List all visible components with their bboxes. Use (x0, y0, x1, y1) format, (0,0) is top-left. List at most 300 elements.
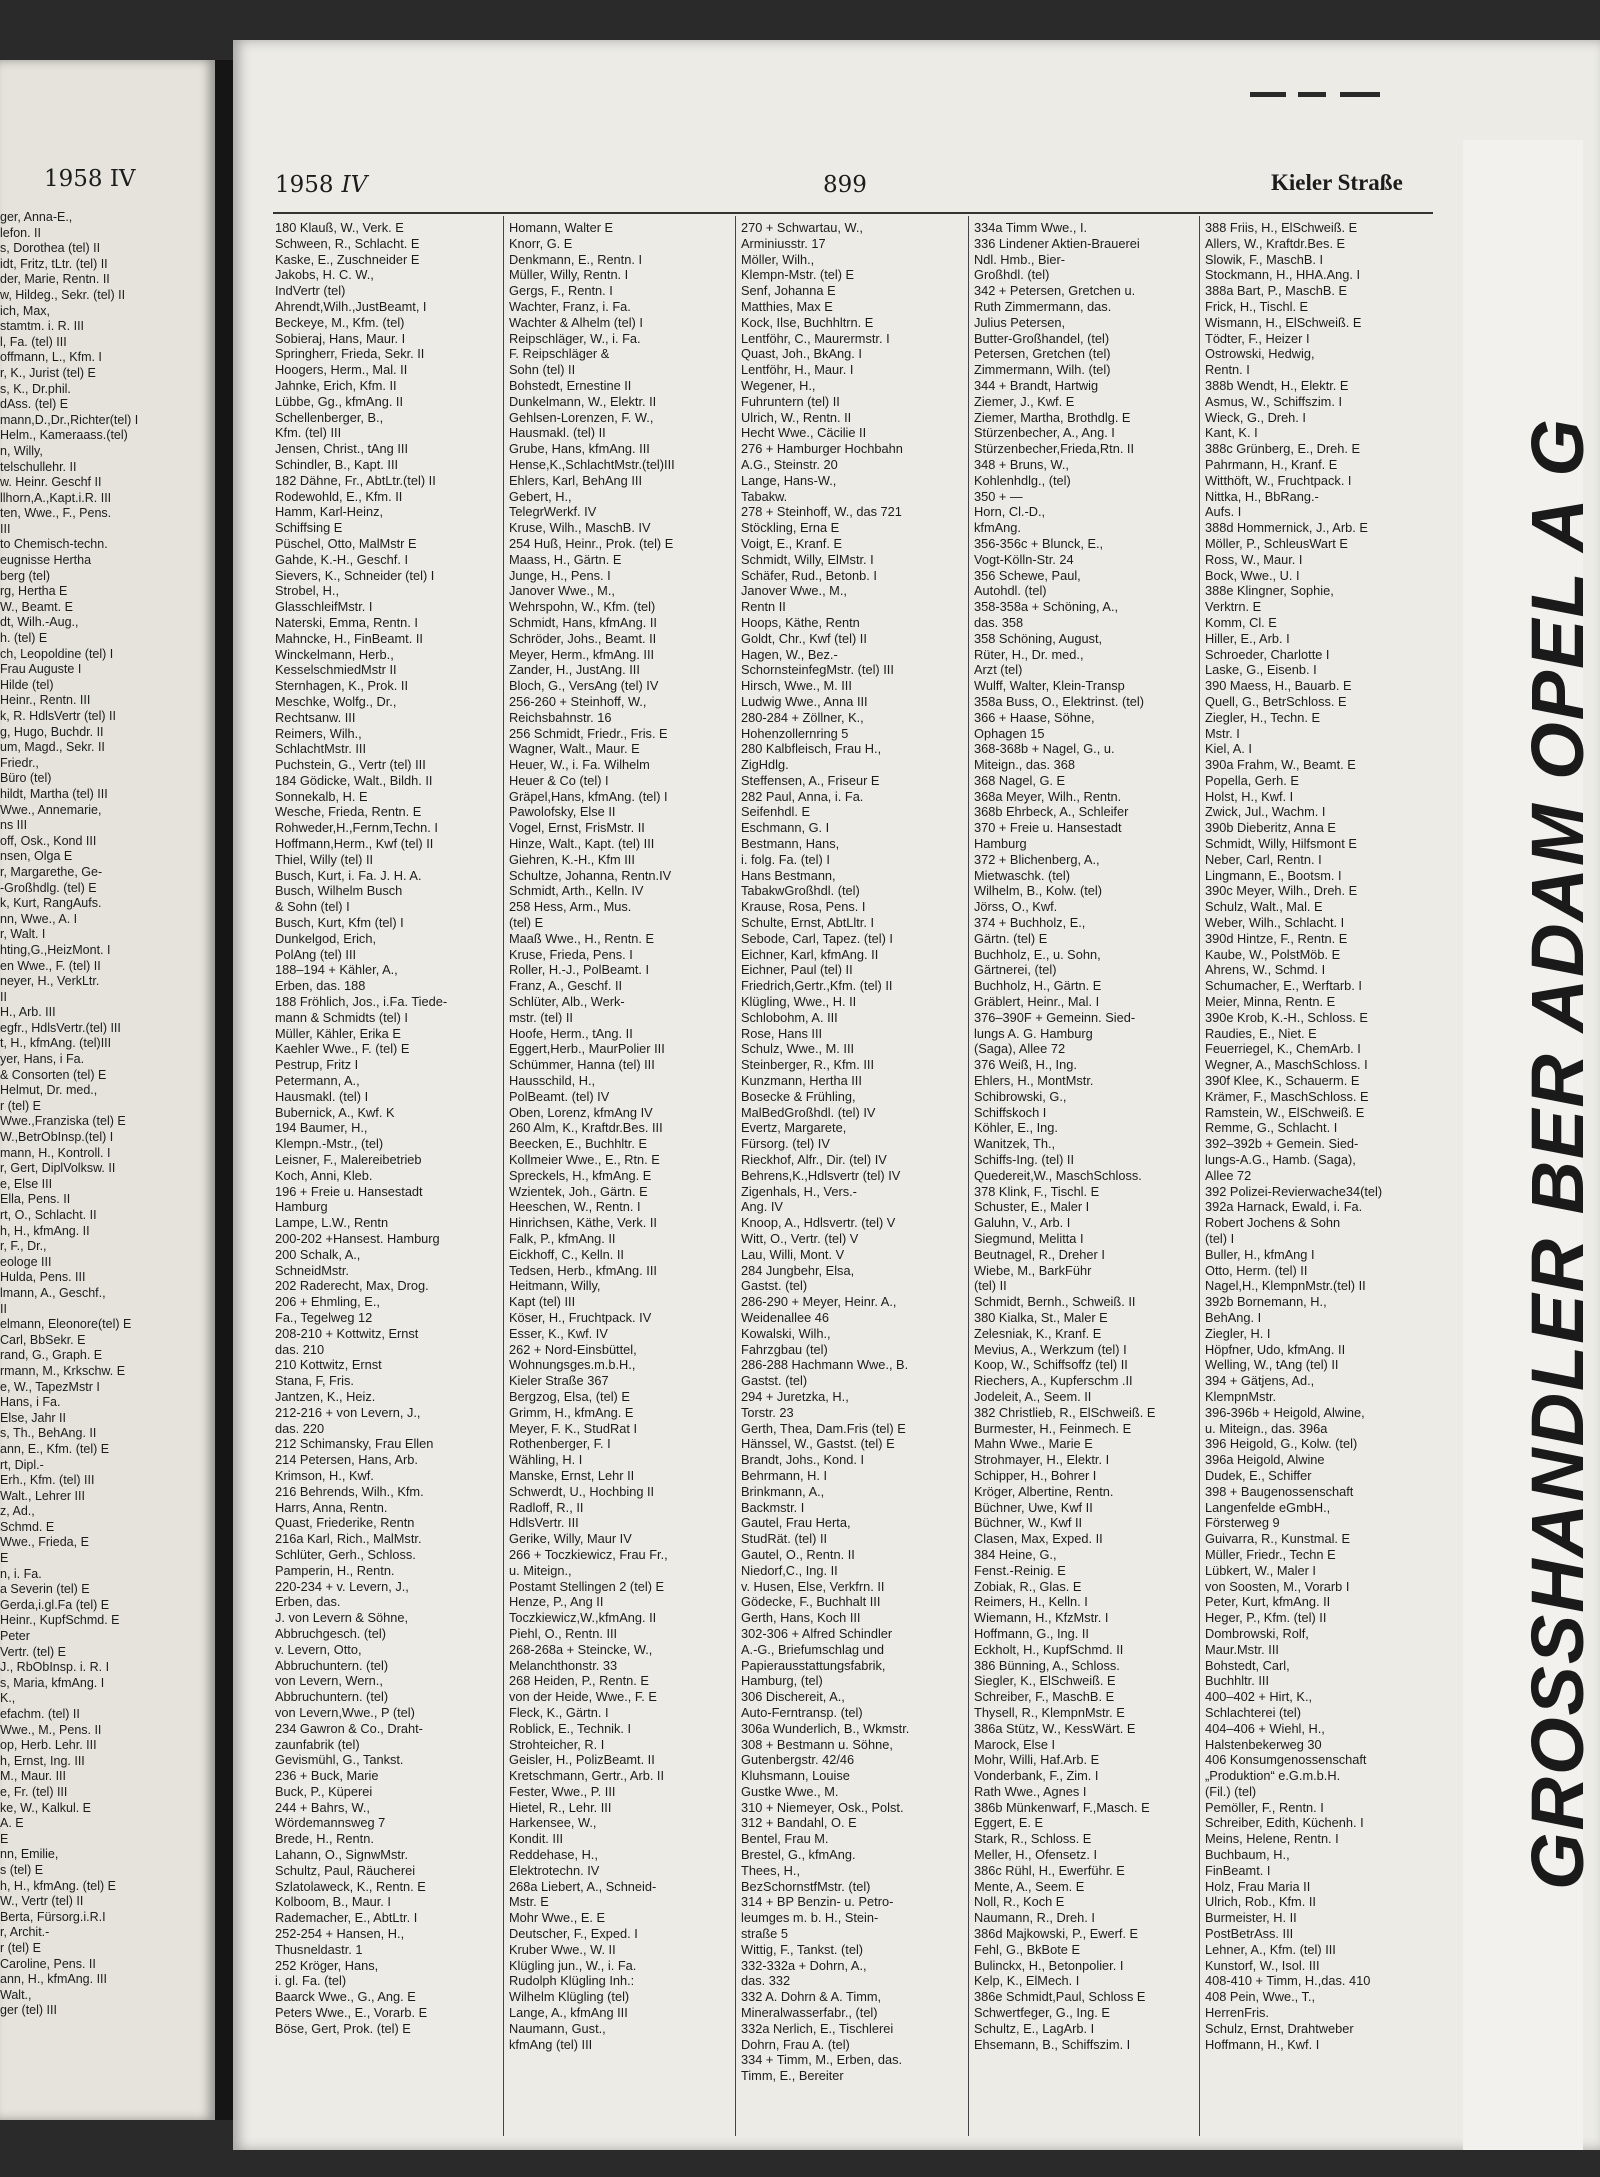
directory-entry: Gevismühl, G., Tankst. (275, 1752, 404, 1768)
directory-entry: 212-216 + von Levern, J., (275, 1404, 421, 1420)
directory-entry: Torstr. 23 (741, 1404, 794, 1420)
directory-entry: Denkmann, E., Rentn. I (509, 251, 643, 267)
header-rule (273, 212, 1433, 214)
directory-entry: Lübbe, Gg., kfmAng. II (275, 393, 404, 409)
directory-entry: Hamburg (275, 1199, 328, 1215)
directory-entry: Hoofe, Herm., tAng. II (509, 1025, 633, 1041)
directory-entry: Giehren, K.-H., Kfm III (509, 851, 635, 867)
directory-entry: Franz, A., Geschf. II (509, 978, 623, 994)
entry-column-4 (974, 220, 1196, 2052)
directory-entry: Schindler, B., Kapt. III (275, 456, 399, 472)
directory-entry: Wilhelm Klügling (tel) (509, 1989, 630, 2005)
left-page-entry: k, R. HdlsVertr (tel) II (0, 709, 116, 723)
directory-entry: 404–406 + Wiehl, H., (1205, 1720, 1325, 1736)
left-page-entry: Schmd. E (0, 1519, 55, 1534)
directory-entry: Ramstein, W., ElSchweiß. E (1205, 1104, 1365, 1120)
directory-entry: Schmidt, Bernh., Schweiß. II (974, 1294, 1136, 1310)
directory-entry: 332 A. Dohrn & A. Timm, (741, 1989, 882, 2005)
directory-entry: Tabakw. (741, 488, 788, 504)
directory-entry: von Levern, Wern., (275, 1673, 383, 1689)
directory-entry: Ulrich, W., Rentn. II (741, 409, 852, 425)
left-page-entry: l, Fa. (tel) III (0, 334, 67, 349)
left-page-entry: W., Vertr (tel) II (0, 1894, 84, 1909)
directory-entry: Schuster, E., Maler I (974, 1199, 1090, 1215)
directory-entry: Brestel, G., kfmAng. (741, 1847, 856, 1863)
directory-entry: Kant, K. I (1205, 425, 1258, 441)
directory-entry: Bohstedt, Carl, (1205, 1657, 1290, 1673)
directory-entry: Raudies, E., Niet. E (1205, 1025, 1317, 1041)
directory-entry: Kaske, E., Zuschneider E (275, 251, 420, 267)
left-page-entry: nn, Wwe., A. I (0, 911, 78, 926)
directory-entry: 196 + Freie u. Hansestadt (275, 1183, 423, 1199)
left-page-entry: h, H., kfmAng. II (0, 1223, 90, 1238)
left-page-entry: W.,BetrObInsp.(tel) I (0, 1130, 114, 1145)
directory-entry: Meier, Minna, Rentn. E (1205, 994, 1336, 1010)
directory-entry: 294 + Juretzka, H., (741, 1388, 849, 1404)
directory-entry: Weidenallee 46 (741, 1309, 829, 1325)
directory-entry: Hagen, W., Bez.- (741, 646, 838, 662)
directory-entry: Rieckhof, Alfr., Dir. (tel) IV (741, 1152, 887, 1168)
directory-entry: Reddehase, H., (509, 1847, 598, 1863)
directory-entry: 358 Schöning, August, (974, 630, 1103, 646)
directory-entry: Sobieraj, Hans, Maur. I (275, 330, 406, 346)
directory-entry: Hausschild, H., (509, 1073, 596, 1089)
directory-entry: 266 + Toczkiewicz, Frau Fr., (509, 1546, 668, 1562)
left-page-entry: E (0, 1831, 9, 1846)
directory-entry: 314 + BP Benzin- u. Petro- (741, 1894, 894, 1910)
directory-entry: 260 Alm, K., Kraftdr.Bes. III (509, 1120, 663, 1136)
left-page-entry: s, K., Dr.phil. (0, 381, 71, 396)
directory-entry: Erben, das. (275, 1594, 341, 1610)
directory-entry: Büchner, Uwe, Kwf II (974, 1499, 1093, 1515)
directory-entry: 344 + Brandt, Hartwig (974, 377, 1099, 393)
directory-entry: 216a Karl, Rich., MalMstr. (275, 1531, 422, 1547)
directory-entry: Burmeister, H. II (1205, 1910, 1297, 1926)
directory-entry: 256-260 + Steinhoff, W., (509, 693, 647, 709)
left-page-entry: dt, Wilh.-Aug., (0, 615, 79, 630)
directory-entry: SchneidMstr. (275, 1262, 349, 1278)
directory-entry: Gärtn. (tel) E (974, 930, 1048, 946)
directory-entry: Stark, R., Schloss. E (974, 1831, 1092, 1847)
directory-entry: Holz, Frau Maria II (1205, 1878, 1311, 1894)
directory-entry: Eschmann, G. I (741, 820, 830, 836)
directory-entry: Witt, O., Vertr. (tel) V (741, 1231, 859, 1246)
directory-entry: Hamburg (974, 836, 1027, 852)
directory-entry: Köser, H., Fruchtpack. IV (509, 1309, 652, 1325)
left-page-entry: k, Kurt, RangAufs. (0, 896, 102, 911)
directory-entry: 398 + Baugenossenschaft (1205, 1483, 1354, 1499)
directory-entry: Reimers, Wilh., (275, 725, 362, 741)
directory-entry: 380 Kialka, St., Maler E (974, 1309, 1108, 1325)
directory-entry: von Soosten, M., Vorarb I (1205, 1578, 1350, 1594)
directory-entry: (tel) II (974, 1278, 1007, 1294)
directory-entry: 386c Rühl, H., Ewerführ. E (974, 1862, 1125, 1878)
directory-entry: Remme, G., Schlacht. I (1205, 1120, 1338, 1136)
directory-entry: Langenfelde eGmbH., (1205, 1499, 1331, 1515)
directory-entry: Schiffsing E (275, 520, 343, 536)
left-page-entry: H., Arb. III (0, 1005, 56, 1020)
directory-entry: 378 Klink, F., Tischl. E (974, 1183, 1100, 1199)
left-page-entry: rt, O., Schlacht. II (0, 1208, 97, 1222)
left-page-entry: neyer, H., VerkLtr. (0, 974, 100, 989)
left-page-entry: Büro (tel) (0, 771, 52, 786)
directory-entry: Buller, H., kfmAng I (1205, 1246, 1315, 1262)
directory-entry: Eickhoff, C., Kelln. II (509, 1246, 624, 1262)
year: 1958 (275, 172, 334, 198)
directory-entry: Schroeder, Charlotte I (1205, 646, 1330, 662)
directory-entry: 332-332a + Dohrn, A., (741, 1957, 867, 1973)
directory-entry: Gergs, F., Rentn. I (509, 283, 613, 299)
left-page-entry: a Severin (tel) E (0, 1582, 90, 1597)
directory-entry: 382 Christlieb, R., ElSchweiß. E (974, 1404, 1156, 1420)
directory-entry: Kolboom, B., Maur. I (275, 1894, 391, 1910)
directory-entry: Meyer, Herm., kfmAng. III (509, 646, 655, 662)
directory-entry: Naterski, Emma, Rentn. I (275, 614, 418, 630)
directory-entry: Rath Wwe., Agnes I (974, 1783, 1087, 1799)
directory-entry: Hecht Wwe., Cäcilie II (741, 425, 867, 441)
directory-entry: Wilhelm, B., Kolw. (tel) (974, 883, 1102, 899)
left-page-entry: n, i. Fa. (0, 1566, 42, 1581)
directory-entry: Wegener, H., (741, 377, 816, 393)
directory-entry: Wiebe, M., BarkFühr (974, 1262, 1092, 1278)
directory-entry: 214 Petersen, Hans, Arb. (275, 1452, 418, 1468)
directory-entry: Buchholz, E., u. Sohn, (974, 946, 1101, 962)
directory-entry: Heuer & Co (tel) I (509, 772, 609, 788)
directory-entry: Falk, P., kfmAng. II (509, 1231, 616, 1246)
directory-entry: Müller, Friedr., Techn E (1205, 1546, 1336, 1562)
directory-entry: Gärtnerei, (tel) (974, 962, 1057, 978)
directory-entry: Lampe, L.W., Rentn (275, 1215, 389, 1231)
left-page-entry: w, Hildeg., Sekr. (tel) II (0, 287, 126, 302)
directory-entry: 280 Kalbfleisch, Frau H., (741, 741, 882, 757)
directory-entry: 386d Majkowski, P., Ewerf. E (974, 1926, 1139, 1942)
directory-entry: Papierausstattungsfabrik, (741, 1657, 886, 1673)
column-divider (1199, 216, 1200, 2136)
directory-entry: Kfm. (tel) III (275, 425, 342, 441)
directory-entry: Maass, H., Gärtn. E (509, 551, 622, 567)
directory-entry: 384 Heine, G., (974, 1546, 1057, 1562)
directory-entry: Maur.Mstr. III (1205, 1641, 1279, 1657)
directory-entry: Pahrmann, H., Kranf. E (1205, 456, 1338, 472)
left-page-entry: Frau Auguste I (0, 662, 82, 677)
directory-entry: Szlatolaweck, K., Rentn. E (275, 1878, 426, 1894)
directory-entry: Zelesniak, K., Kranf. E (974, 1325, 1102, 1341)
directory-entry: Oben, Lorenz, kfmAng IV (509, 1104, 653, 1120)
directory-entry: 348 + Bruns, W., (974, 456, 1069, 472)
left-page-entry: hildt, Martha (tel) III (0, 786, 108, 801)
directory-entry: 262 + Nord-Einsbüttel, (509, 1341, 637, 1357)
directory-entry: Hamburg, (tel) (741, 1673, 823, 1689)
directory-entry: Pemöller, F., Rentn. I (1205, 1799, 1324, 1815)
directory-entry: Beutnagel, R., Dreher I (974, 1246, 1105, 1262)
directory-entry: von Levern,Wwe., P (tel) (275, 1704, 415, 1720)
left-page-entry: elmann, Eleonore(tel) E (0, 1317, 132, 1332)
directory-entry: 180 Klauß, W., Verk. E (275, 220, 404, 235)
directory-entry: Schultze, Johanna, Rentn.IV (509, 867, 672, 883)
ad-dash (1298, 92, 1326, 97)
directory-entry: Schulz, Walt., Mal. E (1205, 899, 1323, 915)
directory-entry: Krimson, H., Kwf. (275, 1467, 374, 1483)
directory-entry: Beecken, E., Buchhltr. E (509, 1136, 647, 1152)
directory-entry: Schümmer, Hanna (tel) III (509, 1057, 655, 1073)
directory-entry: Schumacher, E., Werftarb. I (1205, 978, 1362, 994)
directory-entry: Böse, Gert, Prok. (tel) E (275, 2020, 411, 2036)
directory-entry: Gerth, Thea, Dam.Fris (tel) E (741, 1420, 906, 1436)
directory-entry: Buchholz, H., Gärtn. E (974, 978, 1102, 994)
directory-entry: 270 + Schwartau, W., (741, 220, 863, 235)
directory-entry: Ehsemann, B., Schiffszim. I (974, 2036, 1131, 2052)
directory-entry: Thusneldastr. 1 (275, 1941, 363, 1957)
directory-entry: Schäfer, Rud., Betonb. I (741, 567, 877, 583)
directory-entry: Bohstedt, Ernestine II (509, 377, 632, 393)
directory-entry: SchornsteinfegMstr. (tel) III (741, 662, 894, 678)
left-page-entries (0, 210, 215, 2019)
left-page-entry: rmann, M., Krkschw. E (0, 1363, 126, 1378)
left-page-entry: g, Hugo, Buchdr. II (0, 724, 104, 739)
directory-entry: Hoogers, Herm., Mal. II (275, 362, 408, 378)
directory-entry: Rentn. I (1205, 362, 1250, 378)
left-page-entry: s, Th., BehAng. II (0, 1426, 97, 1441)
left-page-entry: Erh., Kfm. (tel) III (0, 1473, 95, 1488)
directory-entry: Müller, Willy, Rentn. I (509, 267, 629, 283)
directory-entry: Winckelmann, Herb., (275, 646, 394, 662)
directory-entry: Mahn Wwe., Marie E (974, 1436, 1093, 1452)
left-page-entry: op, Herb. Lehr. III (0, 1738, 97, 1753)
left-page-entry: e, Fr. (tel) III (0, 1784, 68, 1799)
directory-entry: Jensen, Christ., tAng III (275, 441, 409, 457)
directory-entry: Asmus, W., Schiffszim. I (1205, 393, 1342, 409)
directory-entry: Lahann, O., SignwMstr. (275, 1847, 409, 1863)
directory-entry: Wegner, A., MaschSchloss. I (1205, 1057, 1368, 1073)
directory-entry: Ostrowski, Hedwig, (1205, 346, 1315, 362)
directory-entry: Fester, Wwe., P. III (509, 1783, 616, 1799)
directory-entry: 236 + Buck, Marie (275, 1768, 379, 1784)
directory-entry: 390d Hintze, F., Rentn. E (1205, 930, 1348, 946)
directory-entry: 200 Schalk, A., (275, 1246, 361, 1262)
directory-entry: 388a Bart, P., MaschB. E (1205, 283, 1348, 299)
directory-entry: Kaehler Wwe., F. (tel) E (275, 1041, 410, 1057)
directory-entry: 386a Stütz, W., KessWärt. E (974, 1720, 1136, 1736)
directory-entry: Jahnke, Erich, Kfm. II (275, 377, 397, 393)
directory-entry: Fleck, K., Gärtn. I (509, 1704, 609, 1720)
left-page-entry: ke, W., Kalkul. E (0, 1800, 92, 1815)
left-page-entry: r, Gert, DiplVolksw. II (0, 1161, 116, 1176)
directory-entry: Koop, W., Schiffsoffz (tel) II (974, 1357, 1128, 1373)
directory-entry: Großhdl. (tel) (974, 267, 1050, 283)
directory-entry: HerrenFris. (1205, 2005, 1269, 2021)
left-page-entry: llhorn,A.,Kapt.i.R. III (0, 490, 112, 505)
directory-entry: Welling, W., tAng (tel) II (1205, 1357, 1339, 1373)
directory-entry: Gödecke, F., Buchhalt III (741, 1594, 881, 1610)
directory-entry: Otto, Herm. (tel) II (1205, 1262, 1308, 1278)
directory-entry: (tel) I (1205, 1231, 1235, 1246)
directory-entry: 342 + Petersen, Gretchen u. (974, 283, 1136, 299)
directory-entry: Ziegler, H. I (1205, 1325, 1271, 1341)
left-page-entry: r, F., Dr., (0, 1239, 47, 1254)
directory-entry: Möller, Wilh., (741, 251, 815, 267)
directory-entry: 374 + Buchholz, E., (974, 915, 1086, 931)
directory-entry: Piehl, O., Rentn. III (509, 1625, 618, 1641)
directory-entry: Mstr. I (1205, 725, 1240, 741)
directory-entry: 388e Klingner, Sophie, (1205, 583, 1334, 599)
left-page-entry: Heinr., KupfSchmd. E (0, 1613, 120, 1628)
directory-entry: Eggert,Herb., MaurPolier III (509, 1041, 665, 1057)
directory-entry: Kröger, Albertine, Rentn. (974, 1483, 1114, 1499)
directory-entry: Schibrowski, G., (974, 1088, 1067, 1104)
directory-entry: Seifenhdl. E (741, 804, 811, 820)
left-page-entry: A. E (0, 1816, 24, 1831)
directory-entry: Mente, A., Seem. E (974, 1878, 1085, 1894)
directory-entry: Heitmann, Willy, (509, 1278, 601, 1294)
directory-entry: 392 Polizei-Revierwache34(tel) (1205, 1183, 1383, 1199)
directory-entry: Stöckling, Erna E (741, 520, 840, 536)
left-page-entry: Hans, i Fa. (0, 1395, 61, 1410)
left-page-entry: II (0, 989, 7, 1004)
directory-entry: 396 Heigold, G., Kolw. (tel) (1205, 1436, 1358, 1452)
left-page-entry: nn, Emilie, (0, 1847, 59, 1862)
ad-dash (1250, 92, 1286, 97)
directory-entry: Bubernick, A., Kwf. K (275, 1104, 395, 1120)
directory-entry: Strohteicher, R. I (509, 1736, 605, 1752)
directory-entry: Bloch, G., VersAng (tel) IV (509, 678, 659, 694)
left-page-entry: Wwe., M., Pens. II (0, 1722, 102, 1737)
directory-entry: Holst, H., Kwf. I (1205, 788, 1294, 804)
directory-entry: lungs A. G. Hamburg (974, 1025, 1093, 1041)
directory-entry: Wehrspohn, W., Kfm. (tel) (509, 599, 656, 615)
directory-entry: 332a Nerlich, E., Tischlerei (741, 2020, 894, 2036)
directory-entry: Verktrn. E (1205, 599, 1262, 615)
directory-entry: Wördemannsweg 7 (275, 1815, 386, 1831)
directory-entry: Hoops, Käthe, Rentn (741, 614, 860, 630)
left-page-entry: to Chemisch-techn. (0, 537, 108, 552)
directory-entry: Ahrendt,Wilh.,JustBeamt, I (275, 298, 427, 314)
directory-entry: Neber, Carl, Rentn. I (1205, 851, 1322, 867)
directory-entry: „Produktion“ e.G.m.b.H. (1205, 1768, 1341, 1784)
directory-entry: Reichsbahnstr. 16 (509, 709, 612, 725)
left-page-entry: Berta, Fürsorg.i.R.I (0, 1909, 106, 1924)
left-page-entry: r, K., Jurist (tel) E (0, 365, 96, 380)
directory-entry: Grimm, H., kfmAng. E (509, 1404, 634, 1420)
directory-entry: 356-356c + Blunck, E., (974, 535, 1104, 551)
directory-entry: Buck, P., Küperei (275, 1783, 373, 1799)
directory-entry: Schiffskoch I (974, 1104, 1047, 1120)
directory-entry: Meyer, F. K., StudRat I (509, 1420, 638, 1436)
directory-entry: 390e Krob, K.-H., Schloss. E (1205, 1009, 1368, 1025)
directory-entry: Miteign., das. 368 (974, 757, 1076, 773)
directory-entry: Schultz, Paul, Räucherei (275, 1862, 416, 1878)
directory-entry: 396a Heigold, Alwine (1205, 1452, 1325, 1468)
left-page-entry: Wwe., Frieda, E (0, 1535, 89, 1550)
directory-entry: 212 Schimansky, Frau Ellen (275, 1436, 434, 1452)
directory-entry: Thiel, Willy (tel) II (275, 851, 374, 867)
directory-entry: Hietel, R., Lehr. III (509, 1799, 612, 1815)
directory-entry: Ziemer, Martha, Brothdlg. E (974, 409, 1131, 425)
directory-entry: u. Miteign., (509, 1562, 572, 1578)
directory-entry: ZigHdlg. (741, 757, 789, 773)
directory-entry: Hoffmann, G., Ing. II (974, 1625, 1089, 1641)
directory-entry: Pamperin, H., Rentn. (275, 1562, 395, 1578)
left-page-entry: s (tel) E (0, 1862, 44, 1877)
directory-entry: Knoop, A., Hdlsvertr. (tel) V (741, 1215, 896, 1231)
left-page-entry: yer, Hans, i Fa. (0, 1052, 85, 1067)
directory-entry: Wieck, G., Dreh. I (1205, 409, 1306, 425)
directory-entry: Schlüter, Alb., Werk- (509, 994, 625, 1010)
directory-entry: das. 332 (741, 1973, 791, 1989)
directory-entry: Eckholt, H., KupfSchmd. II (974, 1641, 1124, 1657)
directory-entry: 376–390F + Gemeinn. Sied- (974, 1009, 1136, 1025)
directory-entry: Ehlers, H., MontMstr. (974, 1073, 1094, 1089)
directory-entry: 388d Hommernick, J., Arb. E (1205, 520, 1368, 536)
directory-entry: Fahrzgbau (tel) (741, 1341, 828, 1357)
directory-entry: Ahrens, W., Schmd. I (1205, 962, 1326, 978)
left-page-entry: z, Ad., (0, 1504, 35, 1519)
left-page-entry: M., Maur. III (0, 1769, 66, 1784)
directory-entry: 252 Kröger, Hans, (275, 1957, 379, 1973)
directory-entry: 368 Nagel, G. E (974, 772, 1066, 788)
directory-entry: 390a Frahm, W., Beamt. E (1205, 757, 1356, 773)
directory-entry: Nittka, H., BbRang.- (1205, 488, 1319, 504)
directory-entry: straße 5 (741, 1926, 788, 1942)
directory-entry: Ruth Zimmermann, das. (974, 298, 1112, 314)
directory-entry: KlempnMstr. (1205, 1388, 1277, 1404)
left-page-entry: Heinr., Rentn. III (0, 693, 91, 708)
directory-entry: 194 Baumer, H., (275, 1120, 368, 1136)
directory-entry: 282 Paul, Anna, i. Fa. (741, 788, 864, 804)
directory-entry: Tödter, F., Heizer I (1205, 330, 1310, 346)
directory-entry: Allers, W., Kraftdr.Bes. E (1205, 235, 1346, 251)
directory-entry: Deutscher, F., Exped. I (509, 1926, 638, 1942)
left-page-entry: Wwe.,Franziska (tel) E (0, 1114, 126, 1129)
directory-entry: Behrmann, H. I (741, 1467, 828, 1483)
left-facing-page (0, 60, 215, 2120)
directory-entry: 302-306 + Alfred Schindler (741, 1625, 893, 1641)
directory-entry: 276 + Hamburger Hochbahn (741, 441, 903, 457)
directory-entry: Elektrotechn. IV (509, 1862, 600, 1878)
directory-entry: Lange, Hans-W., (741, 472, 837, 488)
directory-entry: Wittig, F., Tankst. (tel) (741, 1941, 864, 1957)
directory-entry: Hinze, Walt., Kapt. (tel) III (509, 836, 655, 852)
directory-entry: Sebode, Carl, Tapez. (tel) I (741, 930, 893, 946)
directory-entry: Büchner, W., Kwf II (974, 1515, 1083, 1531)
directory-entry: mann & Schmidts (tel) I (275, 1009, 408, 1025)
directory-entry: Leisner, F., Malereibetrieb (275, 1152, 422, 1168)
directory-entry: Gastst. (tel) (741, 1373, 808, 1389)
directory-entry: TelegrWerkf. IV (509, 504, 597, 520)
directory-entry: A.-G., Briefumschlag und (741, 1641, 884, 1657)
directory-entry: Strohmayer, H., Elektr. I (974, 1452, 1110, 1468)
directory-entry: & Sohn (tel) I (275, 899, 350, 915)
directory-entry: Schulz, Wwe., M. III (741, 1041, 855, 1057)
directory-entry: Fürsorg. (tel) IV (741, 1136, 830, 1152)
directory-entry: Schulte, Ernst, AbtLltr. I (741, 915, 875, 931)
directory-entry: Slowik, F., MaschB. I (1205, 251, 1324, 267)
directory-entry: 244 + Bahrs, W., (275, 1799, 370, 1815)
directory-entry: Rentn II (741, 599, 786, 615)
directory-entry: 406 Konsumgenossenschaft (1205, 1752, 1367, 1768)
directory-entry: Schröder, Johs., Beamt. II (509, 630, 657, 646)
left-page-entry: K., (0, 1691, 16, 1706)
directory-entry: 216 Behrends, Wilh., Kfm. (275, 1483, 424, 1499)
column-divider (735, 216, 736, 2136)
vertical-advertisement: GROSSHANDLER BER ADAM OPEL A G (1516, 417, 1599, 1890)
directory-entry: Bulinckx, H., Betonpolier. I (974, 1957, 1124, 1973)
directory-entry: u. Miteign., das. 396a (1205, 1420, 1328, 1436)
directory-entry: Buchbaum, H., (1205, 1847, 1290, 1863)
left-page-entry: h. (tel) E (0, 631, 48, 646)
directory-entry: zaunfabrik (tel) (275, 1736, 360, 1752)
directory-entry: Reipschläger, W., i. Fa. (509, 330, 641, 346)
directory-entry: Popella, Gerh. E (1205, 772, 1299, 788)
